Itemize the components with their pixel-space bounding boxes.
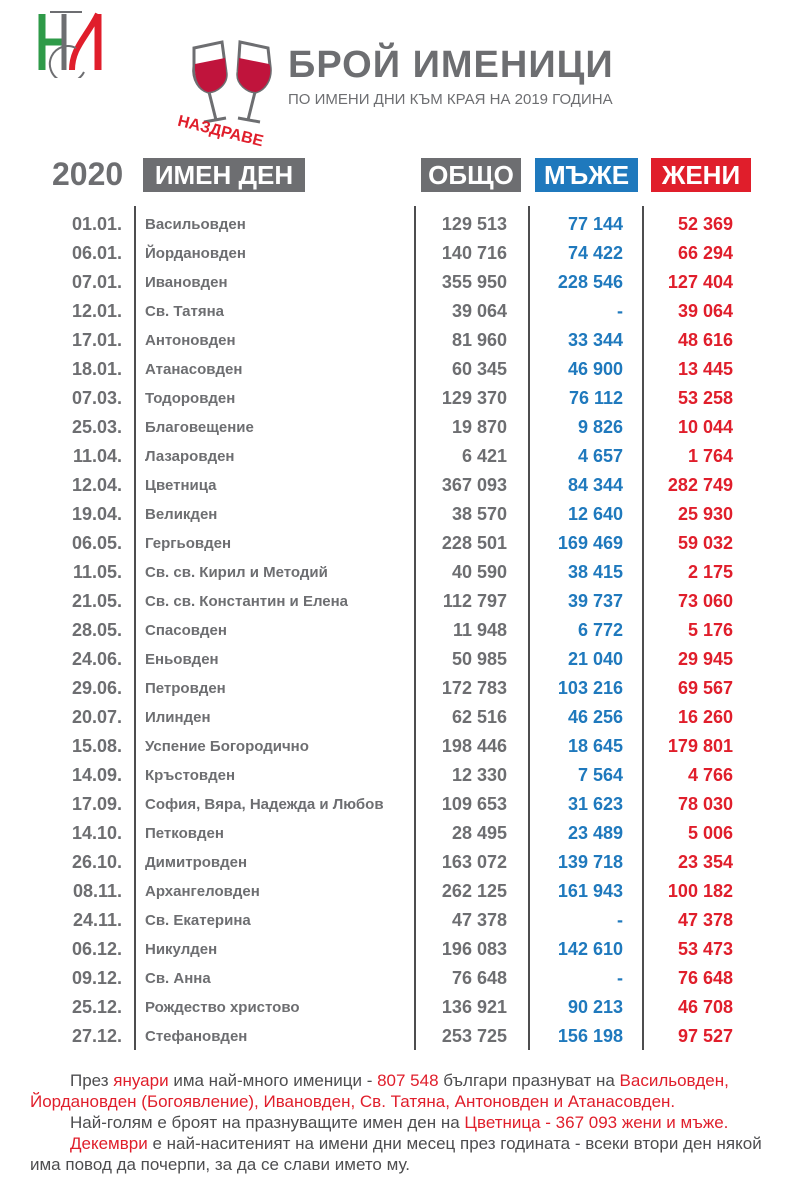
- women-cell: 48 616: [677, 330, 733, 350]
- date-cell: 17.09.: [71, 794, 122, 814]
- total-cell: 12 330: [451, 765, 507, 785]
- name-cell: София, Вяра, Надежда и Любов: [145, 796, 384, 813]
- table-row: [0, 848, 800, 877]
- total-cell: 19 870: [451, 417, 507, 437]
- total-cell: 62 516: [451, 707, 507, 727]
- total-cell: 163 072: [441, 852, 507, 872]
- date-cell: 01.01.: [71, 214, 122, 234]
- total-cell: 198 446: [441, 736, 507, 756]
- date-cell: 28.05.: [71, 620, 122, 640]
- women-cell: 52 369: [677, 214, 733, 234]
- name-cell: Великден: [145, 506, 218, 523]
- date-cell: 14.10.: [71, 823, 122, 843]
- table-row: [0, 819, 800, 848]
- name-cell: Йордановден: [145, 245, 246, 262]
- table-row: [0, 964, 800, 993]
- total-cell: 60 345: [451, 359, 507, 379]
- men-cell: 4 657: [577, 446, 623, 466]
- total-cell: 39 064: [451, 301, 507, 321]
- total-cell: 129 370: [441, 388, 507, 408]
- date-cell: 07.03.: [71, 388, 122, 408]
- column-header-total: ОБЩО: [421, 158, 521, 192]
- table-row: [0, 877, 800, 906]
- table-row: [0, 297, 800, 326]
- men-cell: 6 772: [577, 620, 623, 640]
- men-cell: 228 546: [557, 272, 623, 292]
- date-cell: 12.04.: [71, 475, 122, 495]
- table-row: [0, 268, 800, 297]
- name-cell: Петровден: [145, 680, 226, 697]
- table-row: [0, 732, 800, 761]
- name-cell: Никулден: [145, 941, 218, 958]
- women-cell: 13 445: [677, 359, 733, 379]
- name-cell: Св. Анна: [145, 970, 211, 987]
- women-cell: 47 378: [677, 910, 733, 930]
- table-row: [0, 558, 800, 587]
- column-header-men: МЪЖЕ: [535, 158, 638, 192]
- date-cell: 14.09.: [71, 765, 122, 785]
- men-cell: 84 344: [567, 475, 623, 495]
- column-header-name-day: ИМЕН ДЕН: [143, 158, 305, 192]
- table-row: [0, 384, 800, 413]
- name-cell: Еньовден: [145, 651, 219, 668]
- name-cell: Васильовден: [145, 216, 246, 233]
- total-cell: 228 501: [441, 533, 507, 553]
- svg-text:НАЗДРАВЕ: НАЗДРАВЕ: [175, 112, 265, 151]
- name-cell: Кръстовден: [145, 767, 236, 784]
- date-cell: 24.11.: [72, 910, 122, 930]
- women-cell: 76 648: [677, 968, 733, 988]
- name-cell: Ивановден: [145, 274, 228, 291]
- note-paragraph-2: Най-голям е броят на празнуващите имен ден на Цветница - 367 093 жени и мъже.: [70, 1113, 729, 1132]
- men-cell: 46 900: [567, 359, 623, 379]
- date-cell: 21.05.: [71, 591, 122, 611]
- total-cell: 355 950: [441, 272, 507, 292]
- name-cell: Рождество христово: [145, 999, 300, 1016]
- date-cell: 07.01.: [71, 272, 122, 292]
- table-row: [0, 587, 800, 616]
- women-cell: 69 567: [677, 678, 733, 698]
- men-cell: 39 737: [567, 591, 623, 611]
- women-cell: 100 182: [667, 881, 733, 901]
- women-cell: 29 945: [677, 649, 733, 669]
- men-cell: 23 489: [567, 823, 623, 843]
- total-cell: 40 590: [451, 562, 507, 582]
- name-cell: Св. Екатерина: [145, 912, 251, 929]
- women-cell: 66 294: [677, 243, 733, 263]
- date-cell: 06.12.: [71, 939, 122, 959]
- name-cell: Св. Татяна: [145, 303, 225, 320]
- name-cell: Илинден: [145, 709, 211, 726]
- total-cell: 253 725: [441, 1026, 507, 1046]
- table-row: [0, 616, 800, 645]
- men-cell: -: [617, 968, 623, 988]
- men-cell: 7 564: [577, 765, 623, 785]
- men-cell: 76 112: [568, 388, 623, 408]
- total-cell: 367 093: [441, 475, 507, 495]
- women-cell: 23 354: [677, 852, 733, 872]
- date-cell: 20.07.: [71, 707, 122, 727]
- women-cell: 127 404: [667, 272, 733, 292]
- women-cell: 2 175: [687, 562, 733, 582]
- men-cell: 169 469: [557, 533, 623, 553]
- total-cell: 47 378: [451, 910, 507, 930]
- total-cell: 140 716: [441, 243, 507, 263]
- women-cell: 78 030: [677, 794, 733, 814]
- date-cell: 06.05.: [71, 533, 122, 553]
- name-cell: Спасовден: [145, 622, 227, 639]
- name-cell: Антоновден: [145, 332, 236, 349]
- name-cell: Успение Богородично: [145, 738, 309, 755]
- men-cell: 156 198: [557, 1026, 623, 1046]
- page-subtitle: ПО ИМЕНИ ДНИ КЪМ КРАЯ НА 2019 ГОДИНА: [288, 91, 613, 108]
- men-cell: 38 415: [567, 562, 623, 582]
- year-label: 2020: [52, 156, 124, 192]
- total-cell: 172 783: [441, 678, 507, 698]
- date-cell: 26.10.: [71, 852, 122, 872]
- date-cell: 12.01.: [71, 301, 122, 321]
- name-cell: Тодоровден: [145, 390, 236, 407]
- men-cell: 21 040: [567, 649, 623, 669]
- total-cell: 6 421: [461, 446, 507, 466]
- name-cell: Св. св. Константин и Елена: [145, 593, 349, 610]
- date-cell: 24.06.: [71, 649, 122, 669]
- notes: [30, 1070, 790, 1175]
- women-cell: 46 708: [677, 997, 733, 1017]
- women-cell: 53 258: [677, 388, 733, 408]
- table-row: [0, 500, 800, 529]
- women-cell: 10 044: [677, 417, 733, 437]
- men-cell: 90 213: [567, 997, 623, 1017]
- date-cell: 15.08.: [71, 736, 122, 756]
- date-cell: 18.01.: [71, 359, 122, 379]
- women-cell: 16 260: [677, 707, 733, 727]
- women-cell: 59 032: [677, 533, 733, 553]
- men-cell: 139 718: [557, 852, 623, 872]
- women-cell: 25 930: [677, 504, 733, 524]
- total-cell: 112 797: [442, 591, 507, 611]
- date-cell: 11.04.: [72, 446, 122, 466]
- table-row: [0, 645, 800, 674]
- total-cell: 109 653: [441, 794, 507, 814]
- total-cell: 11 948: [452, 620, 507, 640]
- men-cell: 103 216: [557, 678, 623, 698]
- table-row: [0, 761, 800, 790]
- table-row: [0, 993, 800, 1022]
- men-cell: 33 344: [567, 330, 623, 350]
- men-cell: 46 256: [567, 707, 623, 727]
- note-paragraph-3: Декември е най-наситеният на имени дни месец през годината - всеки втори ден някой има повод да почерпи, за да се слави името му.: [30, 1134, 762, 1174]
- name-cell: Архангеловден: [145, 883, 260, 900]
- table-row: [0, 674, 800, 703]
- men-cell: 161 943: [557, 881, 623, 901]
- nsi-logo: [36, 8, 136, 78]
- men-cell: 74 422: [567, 243, 623, 263]
- men-cell: 18 645: [567, 736, 623, 756]
- date-cell: 11.05.: [72, 562, 122, 582]
- men-cell: -: [617, 910, 623, 930]
- total-cell: 136 921: [441, 997, 507, 1017]
- name-cell: Цветница: [145, 477, 217, 494]
- date-cell: 08.11.: [72, 881, 122, 901]
- date-cell: 29.06.: [71, 678, 122, 698]
- table-row: [0, 442, 800, 471]
- name-cell: Петковден: [145, 825, 224, 842]
- total-cell: 28 495: [451, 823, 507, 843]
- note-paragraph-1: През януари има най-много именици - 807 548 българи празнуват на Васильовден, Йордановден (Богоявление), Ивановден, Св. Татяна, Антоновден и Атанасовден.: [30, 1071, 729, 1111]
- name-cell: Благовещение: [145, 419, 254, 436]
- women-cell: 1 764: [687, 446, 733, 466]
- date-cell: 06.01.: [71, 243, 122, 263]
- name-cell: Лазаровден: [145, 448, 235, 465]
- cheers-label: [168, 110, 288, 160]
- date-cell: 09.12.: [71, 968, 122, 988]
- women-cell: 53 473: [677, 939, 733, 959]
- table-row: [0, 529, 800, 558]
- date-cell: 27.12.: [71, 1026, 122, 1046]
- women-cell: 179 801: [667, 736, 733, 756]
- table-row: [0, 790, 800, 819]
- women-cell: 39 064: [677, 301, 733, 321]
- column-header-women: ЖЕНИ: [651, 158, 751, 192]
- total-cell: 262 125: [441, 881, 507, 901]
- men-cell: 77 144: [567, 214, 623, 234]
- table-row: [0, 413, 800, 442]
- total-cell: 81 960: [451, 330, 507, 350]
- women-cell: 282 749: [667, 475, 733, 495]
- table-row: [0, 210, 800, 239]
- name-cell: Атанасовден: [145, 361, 243, 378]
- table-row: [0, 471, 800, 500]
- page-title: БРОЙ ИМЕНИЦИ: [288, 44, 614, 86]
- date-cell: 25.03.: [71, 417, 122, 437]
- women-cell: 73 060: [677, 591, 733, 611]
- table-row: [0, 326, 800, 355]
- men-cell: -: [617, 301, 623, 321]
- total-cell: 38 570: [451, 504, 507, 524]
- women-cell: 97 527: [677, 1026, 733, 1046]
- name-cell: Гергьовден: [145, 535, 232, 552]
- table-row: [0, 703, 800, 732]
- total-cell: 50 985: [451, 649, 507, 669]
- total-cell: 76 648: [451, 968, 507, 988]
- date-cell: 25.12.: [71, 997, 122, 1017]
- total-cell: 196 083: [441, 939, 507, 959]
- name-day-table: [0, 210, 800, 1051]
- men-cell: 9 826: [577, 417, 623, 437]
- table-row: [0, 1022, 800, 1051]
- date-cell: 19.04.: [71, 504, 122, 524]
- women-cell: 4 766: [687, 765, 733, 785]
- table-row: [0, 935, 800, 964]
- total-cell: 129 513: [441, 214, 507, 234]
- men-cell: 12 640: [567, 504, 623, 524]
- table-row: [0, 906, 800, 935]
- men-cell: 31 623: [567, 794, 623, 814]
- name-cell: Стефановден: [145, 1028, 248, 1045]
- women-cell: 5 006: [687, 823, 733, 843]
- name-cell: Димитровден: [145, 854, 248, 871]
- date-cell: 17.01.: [71, 330, 122, 350]
- men-cell: 142 610: [557, 939, 623, 959]
- women-cell: 5 176: [687, 620, 733, 640]
- table-row: [0, 239, 800, 268]
- table-row: [0, 355, 800, 384]
- name-cell: Св. св. Кирил и Методий: [145, 564, 328, 581]
